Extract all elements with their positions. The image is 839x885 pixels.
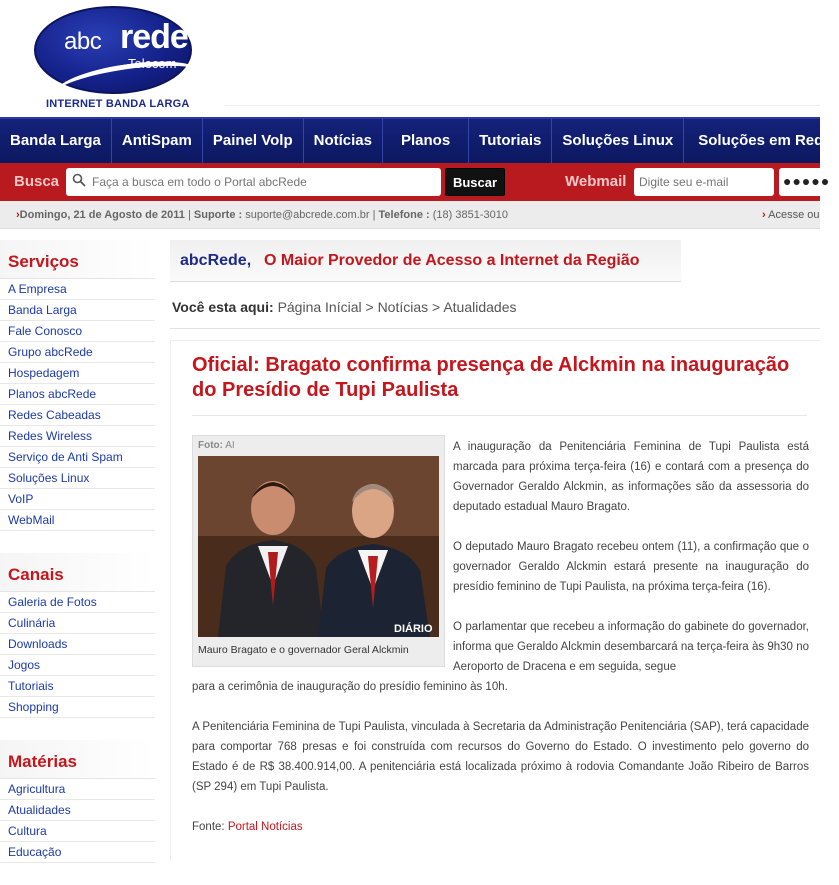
- divider: [170, 328, 820, 329]
- sidebar-item[interactable]: Agricultura: [0, 779, 155, 800]
- nav-item-solucoes-em-rede[interactable]: Soluções em Red: [698, 132, 824, 149]
- sidebar-item[interactable]: Grupo abcRede: [0, 342, 155, 363]
- sidebar-item[interactable]: Shopping: [0, 697, 155, 718]
- info-left: ›Domingo, 21 de Agosto de 2011 | Suporte : suporte@abcrede.com.br | Telefone : (18) 3851-3010: [16, 209, 508, 221]
- sidebar-item[interactable]: Redes Cabeadas: [0, 405, 155, 426]
- logo-telecom-text: Telecom: [128, 56, 177, 71]
- sidebar-item[interactable]: Jogos: [0, 655, 155, 676]
- sidebar: [0, 240, 155, 885]
- slogan-box: [170, 240, 681, 282]
- slogan-brand: abcRede,: [180, 252, 252, 269]
- sidebar-section-title: Canais: [0, 553, 155, 592]
- top-nav: [0, 117, 824, 163]
- search-button[interactable]: Buscar: [445, 168, 505, 196]
- article-photo: [198, 456, 439, 637]
- sidebar-section: [0, 740, 155, 863]
- logo-abc-text: abc: [64, 28, 102, 55]
- sidebar-section-title: Serviços: [0, 240, 155, 279]
- article-paragraph-4: A Penitenciária Feminina de Tupi Paulista, vinculada à Secretaria da Administração Penitenciária (SAP), terá capacidade para comportar 768 presas e foi construída com recursos do Governo do Estado. O investimento pelo governo do Estado é de R$ 38.400.914,00. A penitenciária está localizada próximo à rodovia Comandante João Ribeiro de Barros (SP 294) em Tupi Paulista.: [192, 721, 809, 793]
- current-date: Domingo, 21 de Agosto de 2011: [19, 209, 185, 221]
- nav-item-painel-volp[interactable]: Painel Volp: [203, 118, 304, 164]
- nav-item-noticias[interactable]: Notícias: [304, 118, 383, 164]
- sidebar-item[interactable]: Banda Larga: [0, 300, 155, 321]
- title-divider: [192, 415, 807, 416]
- breadcrumb-path[interactable]: Página Inícial > Notícias > Atualidades: [277, 299, 517, 315]
- article-paragraph-1: A inauguração da Penitenciária Feminina de Tupi Paulista está marcada para próxima terça-feira (16) e contará com a presença do Governador Geraldo Alckmin, as informações são da assessoria do deputado estadual Mauro Bragato.: [453, 441, 809, 513]
- search-input[interactable]: [92, 168, 432, 196]
- info-bar: [0, 201, 820, 229]
- sidebar-item[interactable]: Hospedagem: [0, 363, 155, 384]
- sidebar-item[interactable]: Educação: [0, 842, 155, 863]
- sidebar-item[interactable]: WebMail: [0, 510, 155, 531]
- nav-item-planos[interactable]: Planos: [383, 118, 469, 164]
- sidebar-item[interactable]: Galeria de Fotos: [0, 592, 155, 613]
- nav-item-tutoriais[interactable]: Tutoriais: [469, 118, 552, 164]
- photo-credit-value: AI: [225, 440, 235, 451]
- source-link[interactable]: Portal Notícias: [227, 821, 303, 833]
- sidebar-item[interactable]: Culinária: [0, 613, 155, 634]
- arrow-icon: ›: [762, 209, 766, 221]
- header: [0, 0, 820, 117]
- article-source: [192, 817, 809, 837]
- sidebar-item[interactable]: Fale Conosco: [0, 321, 155, 342]
- logo-tagline: INTERNET BANDA LARGA: [46, 98, 190, 110]
- search-bar: [0, 163, 831, 201]
- webmail-password-field[interactable]: ●●●●●: [779, 168, 839, 196]
- sidebar-item[interactable]: Atualidades: [0, 800, 155, 821]
- sidebar-item[interactable]: Soluções Linux: [0, 468, 155, 489]
- sidebar-item[interactable]: Redes Wireless: [0, 426, 155, 447]
- support-email[interactable]: suporte@abcrede.com.br: [245, 209, 370, 221]
- search-icon: [72, 173, 86, 187]
- photo-illustration: [198, 456, 439, 637]
- phone-label: Telefone :: [378, 209, 430, 221]
- slogan-text: O Maior Provedor de Acesso a Internet da Região: [264, 252, 640, 269]
- logo[interactable]: [0, 0, 225, 112]
- arrow-icon: ›: [16, 209, 20, 221]
- webmail-label: Webmail: [565, 173, 627, 190]
- sidebar-item[interactable]: Downloads: [0, 634, 155, 655]
- header-banner-area: [225, 0, 820, 106]
- info-right-link[interactable]: [762, 209, 820, 221]
- search-box: [66, 168, 441, 196]
- sidebar-item[interactable]: Cultura: [0, 821, 155, 842]
- sidebar-section: [0, 240, 155, 531]
- sidebar-item[interactable]: A Empresa: [0, 279, 155, 300]
- breadcrumb: [172, 299, 517, 315]
- sidebar-section-title: Matérias: [0, 740, 155, 779]
- webmail-email-field[interactable]: [634, 168, 774, 196]
- support-label: Suporte :: [193, 209, 243, 221]
- nav-item-banda-larga[interactable]: Banda Larga: [0, 118, 112, 164]
- photo-credit-label: Foto:: [198, 440, 223, 451]
- nav-item-solucoes-linux[interactable]: Soluções Linux: [552, 118, 684, 164]
- article-title: Oficial: Bragato confirma presença de Alckmin na inauguração do Presídio de Tupi Paulista: [192, 354, 790, 401]
- article-paragraph-3: O parlamentar que recebeu a informação do gabinete do governador, informa que Geraldo Alckmin desembarcará na terça-feira às 9h30 no Aeroporto de Dracena e em seguida, segue: [453, 621, 809, 673]
- sidebar-item[interactable]: VoIP: [0, 489, 155, 510]
- photo-caption: Mauro Bragato e o governador Geral Alckmin: [198, 644, 409, 656]
- article-paragraph-3-continued: para a cerimônia de inauguração do presídio feminino às 10h.: [192, 681, 508, 693]
- access-link[interactable]: Acesse ou: [768, 209, 820, 221]
- logo-rede-text: rede: [120, 18, 188, 56]
- article: [170, 340, 820, 860]
- article-paragraph-2: O deputado Mauro Bragato recebeu ontem (11), a confirmação que o governador Geraldo Alckmin estará presente na inauguração do presídio feminino de Tupi Paulista, na próxima terça-feira (16).: [453, 541, 809, 593]
- sidebar-item[interactable]: Serviço de Anti Spam: [0, 447, 155, 468]
- breadcrumb-label: Você esta aqui:: [172, 299, 274, 315]
- photo-box: [192, 435, 445, 667]
- sidebar-item[interactable]: Planos abcRede: [0, 384, 155, 405]
- phone-number: (18) 3851-3010: [432, 209, 508, 221]
- photo-watermark: DIÁRIO: [394, 623, 433, 635]
- photo-credit: [198, 440, 235, 451]
- source-label: Fonte:: [192, 821, 225, 833]
- sidebar-section: [0, 553, 155, 718]
- search-label: Busca: [14, 173, 60, 190]
- sidebar-item[interactable]: Tutoriais: [0, 676, 155, 697]
- logo-oval: [34, 6, 192, 94]
- nav-item-antispam[interactable]: AntiSpam: [112, 118, 203, 164]
